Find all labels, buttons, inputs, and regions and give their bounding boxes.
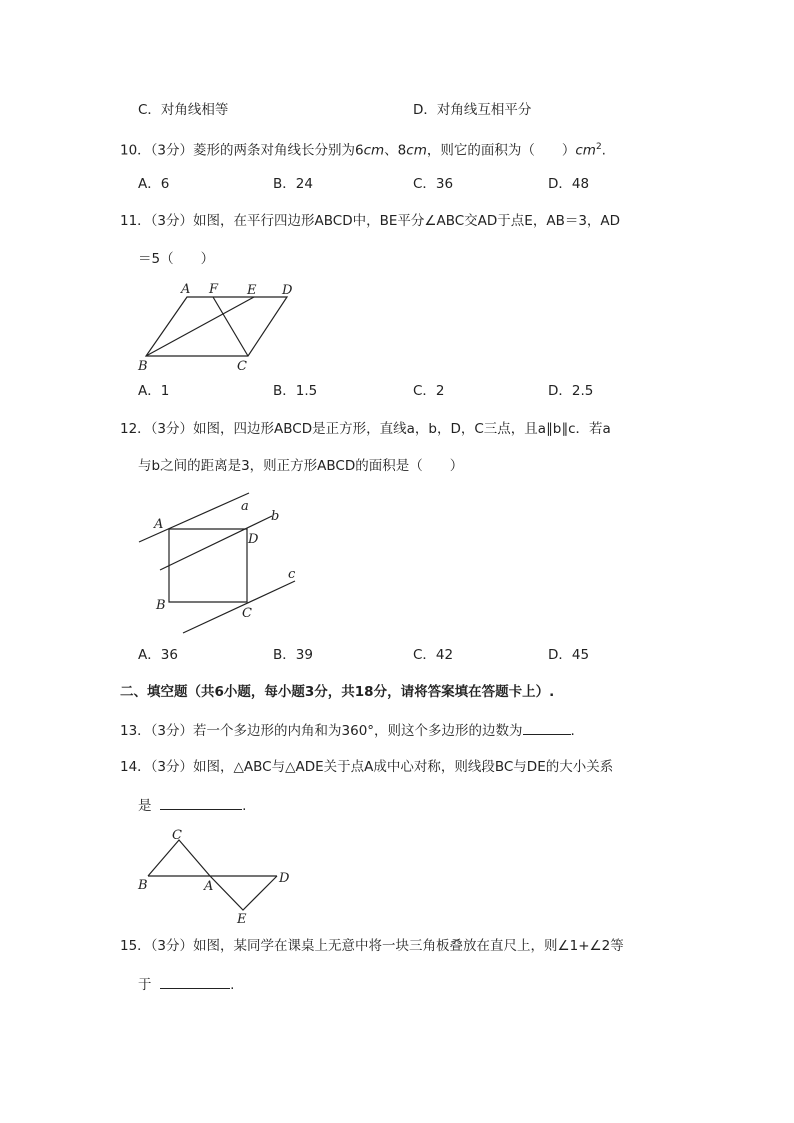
q15-stem-line1: 15．（3分）如图，某同学在课桌上无意中将一块三角板叠放在直尺上，则∠1+∠2等 (120, 938, 624, 954)
label-d-vertex: D (248, 532, 259, 547)
q12-stem-line2: 与b之间的距离是3，则正方形ABCD的面积是（ ） (138, 458, 464, 474)
q12-option-c: C．42 (413, 647, 454, 663)
label-f: F (209, 282, 219, 297)
segment-be (146, 297, 254, 356)
q10-text-b: 、8 (384, 142, 407, 159)
square-abcd (169, 529, 247, 602)
q15-tail: . (230, 977, 235, 993)
q11-stem-line1: 11．（3分）如图，在平行四边形ABCD中，BE平分∠ABC交AD于点E，AB＝3，AD (120, 213, 621, 229)
q10-cm-2: cm (406, 142, 427, 159)
label-c-vertex: C (242, 606, 252, 621)
label-c-line: c (288, 567, 296, 582)
q12-stem-line1: 12．（3分）如图，四边形ABCD是正方形，直线a，b，D，C三点，且a∥b∥c．若a (120, 421, 611, 437)
segment-fc (213, 297, 248, 356)
label-a-vertex: A (154, 517, 164, 532)
q10-stem (120, 137, 606, 161)
label-a: A (204, 879, 214, 894)
q10-unit: cm (575, 142, 596, 159)
q10-option-b: B．24 (273, 176, 313, 192)
q13-tail: . (570, 723, 575, 739)
q10-option-d: D．48 (548, 176, 590, 192)
q12-option-d: D．45 (548, 647, 590, 663)
q15-text: 于 (138, 977, 152, 993)
q13-stem (120, 720, 575, 741)
q15-answer-blank[interactable] (160, 974, 230, 989)
q14-stem-line1: 14．（3分）如图，△ABC与△ADE关于点A成中心对称，则线段BC与DE的大小关系 (120, 759, 614, 775)
label-b: B (138, 878, 148, 893)
q11-option-b: B．1.5 (273, 383, 318, 399)
q15-stem-line2 (138, 974, 234, 995)
q14-triangles-figure (130, 824, 310, 929)
q10-unit-exponent: 2 (595, 142, 602, 152)
q11-option-d: D．2.5 (548, 383, 594, 399)
triangle-abc-sides (148, 840, 210, 876)
label-a: A (181, 282, 191, 297)
label-d: D (282, 283, 293, 298)
section-heading-fill-in: 二、填空题（共6小题，每小题3分，共18分，请将答案填在答题卡上）. (120, 684, 555, 700)
label-e: E (237, 912, 247, 927)
q11-option-a: A．1 (138, 383, 170, 399)
q9-option-d: D．对角线互相平分 (413, 102, 532, 118)
q12-square-figure (130, 490, 320, 640)
q11-option-c: C．2 (413, 383, 445, 399)
line-c (183, 581, 295, 633)
q10-cm-1: cm (363, 142, 385, 159)
q12-option-b: B．39 (273, 647, 313, 663)
label-e: E (247, 283, 257, 298)
q12-option-a: A．36 (138, 647, 178, 663)
q9-option-c: C．对角线相等 (138, 102, 229, 118)
q11-parallelogram-figure (130, 278, 310, 378)
q14-stem-line2 (138, 795, 246, 816)
label-b-line: b (271, 509, 280, 524)
label-c: C (237, 359, 247, 374)
q10-text-a: 10．（3分）菱形的两条对角线长分别为6 (120, 142, 364, 159)
q10-option-c: C．36 (413, 176, 454, 192)
q14-answer-blank[interactable] (160, 795, 242, 810)
label-b-vertex: B (156, 598, 166, 613)
label-c: C (172, 828, 182, 843)
q13-answer-blank[interactable] (523, 720, 571, 735)
triangle-ade-sides (210, 876, 277, 910)
q11-stem-line2: ＝5（ ） (138, 251, 215, 267)
q10-text-c: ，则它的面积为（ ） (426, 142, 576, 159)
label-d: D (279, 871, 290, 886)
parallelogram-abcd (146, 297, 287, 356)
label-b: B (138, 359, 148, 374)
q14-text: 是 (138, 798, 152, 814)
q14-tail: . (242, 798, 247, 814)
label-a-line: a (241, 499, 249, 514)
q10-tail: . (601, 142, 606, 159)
q10-option-a: A．6 (138, 176, 170, 192)
q13-text: 13．（3分）若一个多边形的内角和为360°，则这个多边形的边数为 (120, 723, 523, 739)
